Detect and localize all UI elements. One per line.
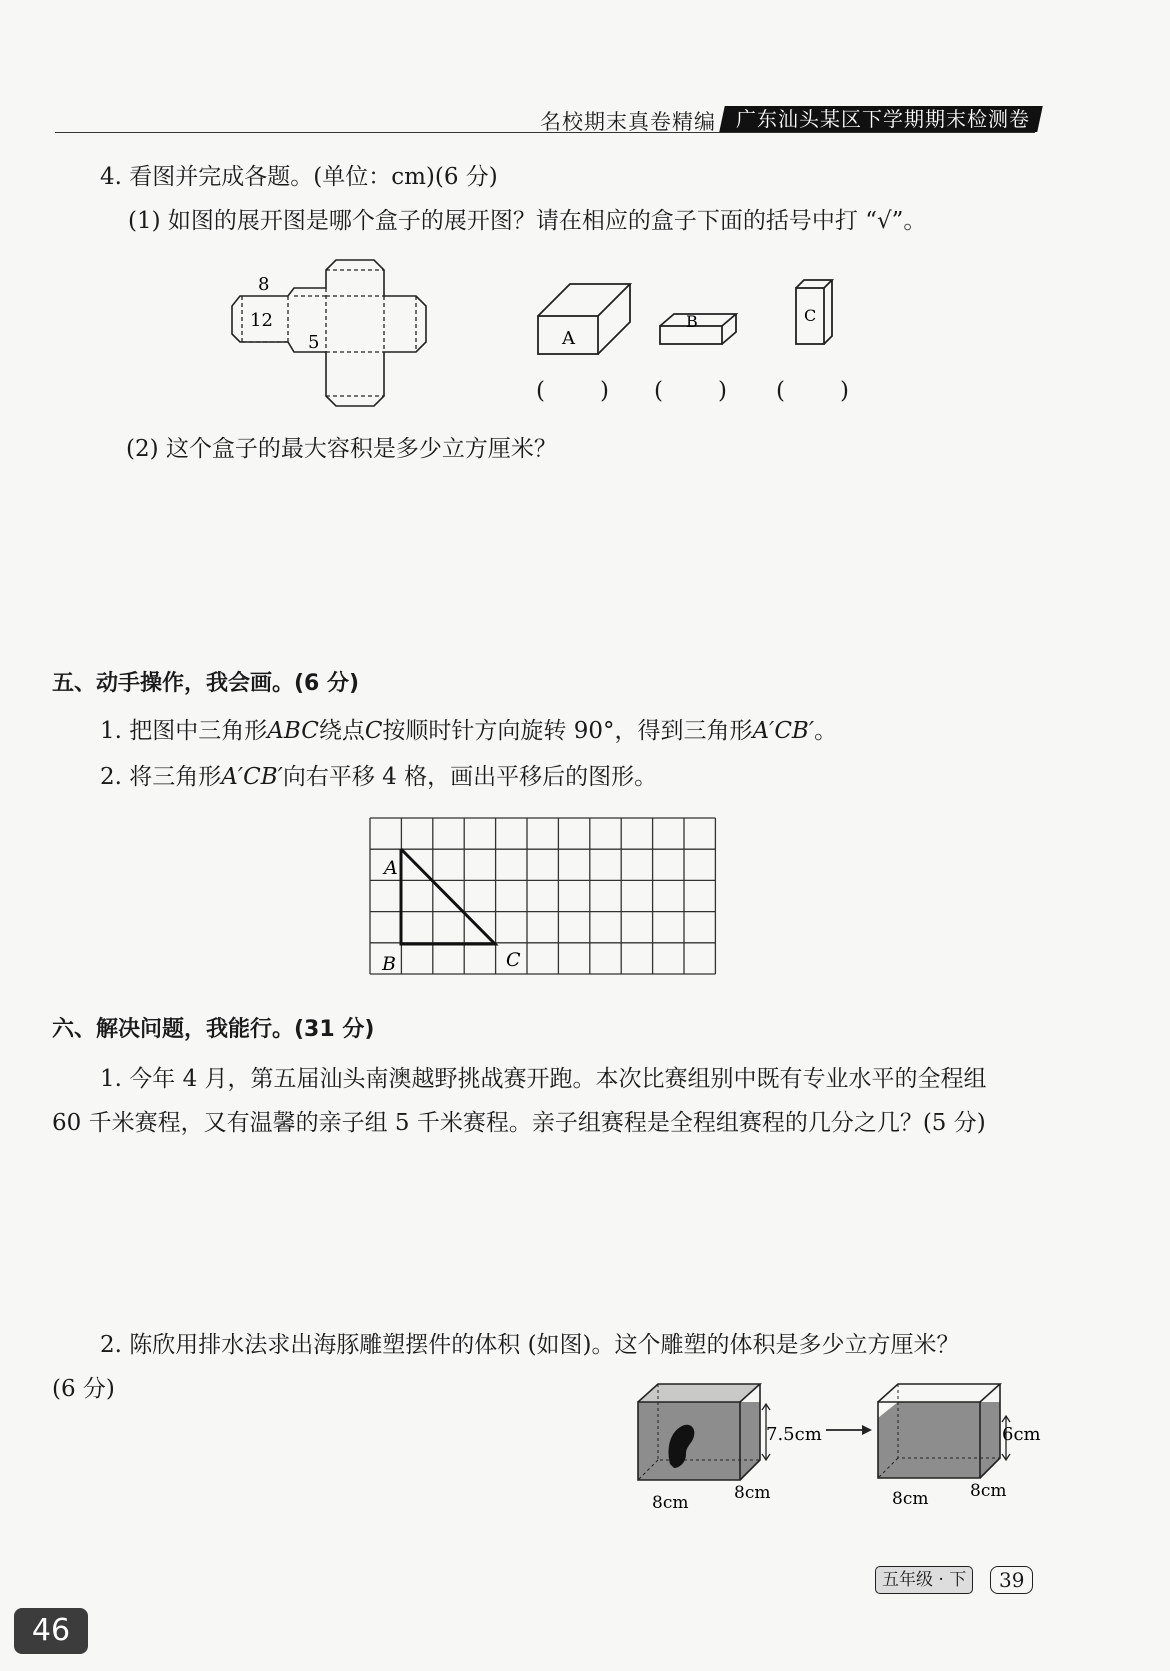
grade-badge: 五年级 · 下 — [875, 1566, 973, 1594]
s5-item1-mid: 绕点 — [318, 718, 365, 744]
answer-paren-c-open[interactable]: ( — [776, 378, 785, 404]
s5-item1-end: 。 — [814, 718, 838, 744]
series-title: 名校期末真卷精编 — [540, 110, 716, 134]
drawing-grid[interactable] — [370, 818, 720, 978]
answer-paren-a-open[interactable]: ( — [536, 378, 545, 404]
right-height-label: 6cm — [1002, 1424, 1041, 1445]
box-b-label: B — [686, 312, 698, 331]
grid-label-c: C — [506, 949, 521, 971]
exam-title-banner — [719, 106, 1043, 132]
net-label-top: 8 — [258, 274, 270, 295]
box-b — [658, 312, 738, 356]
screen-index-badge: 46 — [14, 1608, 88, 1654]
left-tank — [638, 1384, 770, 1480]
net-label-bottom: 5 — [308, 332, 320, 353]
q4-sub2: (2) 这个盒子的最大容积是多少立方厘米？ — [126, 436, 557, 462]
grid-label-a: A — [384, 857, 398, 879]
q4-title: 4. 看图并完成各题。(单位：cm)(6 分) — [100, 164, 498, 190]
s5-item1-mid2: 按顺时针方向旋转 90°，得到三角形 — [382, 718, 753, 744]
section6-title: 六、解决问题，我能行。(31 分) — [52, 1017, 375, 1042]
right-width-label: 8cm — [892, 1489, 929, 1509]
right-depth-label: 8cm — [970, 1481, 1007, 1501]
box-c — [794, 278, 838, 348]
arrow-icon — [826, 1425, 872, 1435]
q4-sub1: (1) 如图的展开图是哪个盒子的展开图？请在相应的盒子下面的括号中打 “√”。 — [128, 208, 927, 234]
section5-item2 — [100, 758, 657, 791]
net-label-left: 12 — [250, 310, 273, 331]
right-tank — [878, 1384, 1010, 1478]
s6-q1-line2: 60 千米赛程，又有温馨的亲子组 5 千米赛程。亲子组赛程是全程组赛程的几分之几？(5 分) — [52, 1110, 986, 1136]
box-c-label: C — [804, 306, 817, 325]
section5-title: 五、动手操作，我会画。(6 分) — [52, 671, 360, 696]
s5-item2-a2: A′CB′ — [221, 764, 283, 790]
left-height-label: 7.5cm — [766, 1424, 822, 1445]
answer-paren-b-open[interactable]: ( — [654, 378, 663, 404]
water-tank-diagram — [630, 1368, 1050, 1518]
s5-item2-end: 向右平移 4 格，画出平移后的图形。 — [282, 764, 658, 790]
s6-q2-line1: 2. 陈欣用排水法求出海豚雕塑摆件的体积 (如图)。这个雕塑的体积是多少立方厘米？ — [100, 1332, 960, 1358]
s5-item1-c: C — [364, 718, 383, 744]
s5-item1-abc: ABC — [267, 718, 319, 744]
header-rule — [55, 132, 1035, 133]
triangle-abc — [401, 849, 495, 944]
answer-paren-a-close[interactable]: ) — [600, 378, 609, 404]
s6-q1-line1: 1. 今年 4 月，第五届汕头南澳越野挑战赛开跑。本次比赛组别中既有专业水平的全程组 — [100, 1066, 987, 1092]
box-a-label: A — [562, 328, 575, 349]
box-net-diagram — [228, 258, 448, 408]
s5-item1-pre: 1. 把图中三角形 — [100, 718, 268, 744]
box-a — [534, 280, 634, 360]
left-width-label: 8cm — [652, 1493, 689, 1513]
answer-paren-b-close[interactable]: ) — [718, 378, 727, 404]
exam-title: 广东汕头某区下学期期末检测卷 — [736, 107, 1030, 131]
answer-paren-c-close[interactable]: ) — [840, 378, 849, 404]
s6-q2-line2: (6 分) — [52, 1376, 115, 1402]
s5-item1-a2: A′CB′ — [752, 718, 815, 744]
section5-item1 — [100, 712, 837, 745]
s5-item2-pre: 2. 将三角形 — [100, 764, 222, 790]
page-number: 39 — [990, 1566, 1033, 1594]
grid-label-b: B — [382, 953, 396, 975]
left-depth-label: 8cm — [734, 1483, 771, 1503]
